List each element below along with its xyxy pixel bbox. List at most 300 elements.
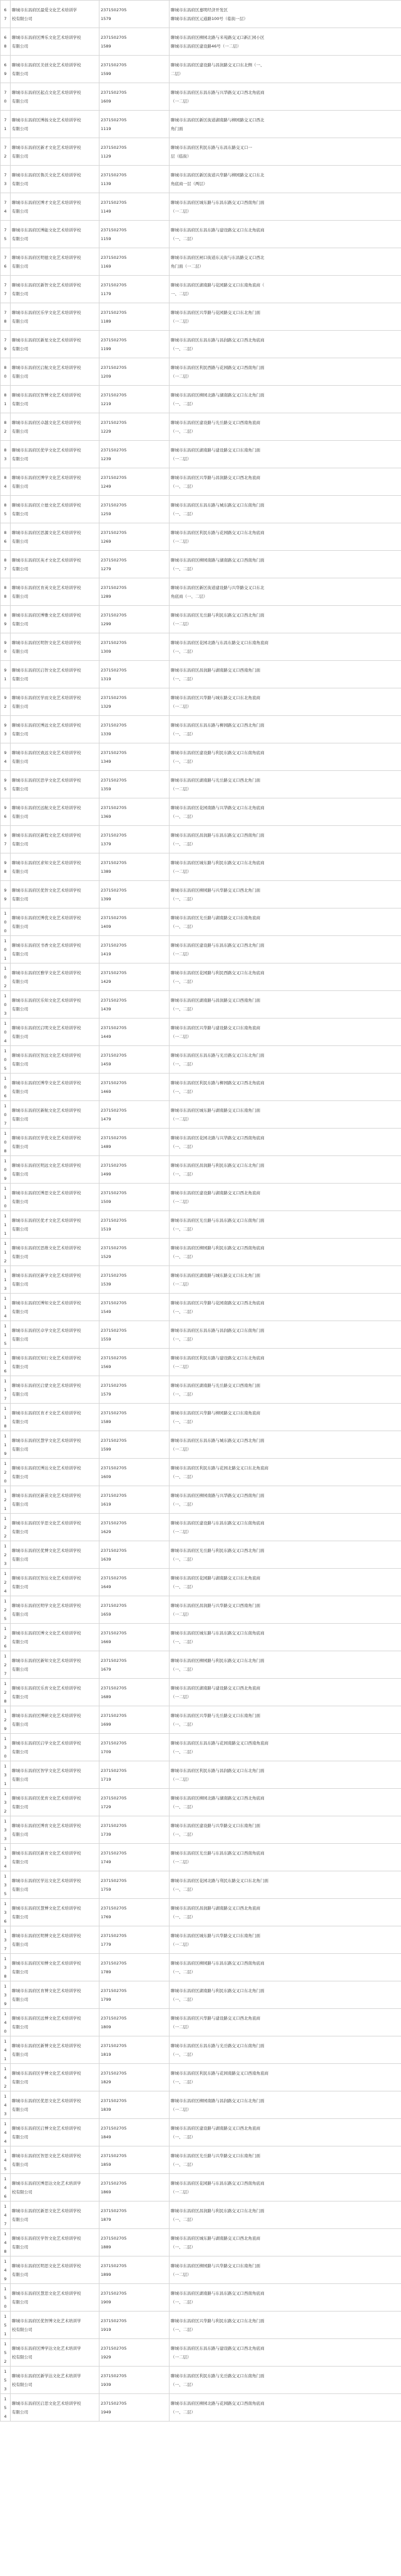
license-code: 2371502705 1499 <box>99 1156 170 1184</box>
row-number: 1 0 9 <box>1 1156 11 1184</box>
row-number: 1 3 5 <box>1 1871 11 1899</box>
row-number: 8 7 <box>1 551 11 578</box>
license-code: 2371502705 1669 <box>99 1624 170 1651</box>
license-code: 2371502705 1899 <box>99 2257 170 2284</box>
school-address: 聊城市东昌府区利民东路与建设路交叉口东北角底商 （一二层） <box>170 1349 401 1376</box>
license-code: 2371502705 1319 <box>99 661 170 688</box>
license-code: 2371502705 1539 <box>99 1266 170 1294</box>
school-address: 聊城市东昌府区东昌东路与昌润路交叉口西北角底商 （一、二层） <box>170 331 401 358</box>
school-address: 聊城市东昌府区柳园南路与昌润路交叉口东北角门面 （一二层） <box>170 2091 401 2119</box>
school-name: 聊城市东昌府区博学达文化艺术培训学 校有限公司 <box>11 2339 99 2367</box>
school-name: 聊城市东昌府区致远文化艺术培训学校 有限公司 <box>11 743 99 771</box>
school-name: 聊城市东昌府区优智博文化艺术培训学 校有限公司 <box>11 2312 99 2339</box>
license-code: 2371502705 1149 <box>99 193 170 221</box>
table-row <box>1 83 401 111</box>
row-number: 1 2 3 <box>1 1541 11 1569</box>
school-name: 聊城市东昌府区美创文化艺术培训学校 有限公司 <box>11 56 99 83</box>
row-number: 1 2 5 <box>1 1596 11 1624</box>
table-row <box>1 193 401 221</box>
school-name: 聊城市东昌府区知博文化艺术培训学校 有限公司 <box>11 1954 99 1981</box>
row-number: 7 7 <box>1 276 11 303</box>
license-code: 2371502705 1349 <box>99 743 170 771</box>
table-row <box>1 881 401 908</box>
row-number: 1 5 3 <box>1 2367 11 2394</box>
school-address: 聊城市东昌府区城东路与东昌东路交叉口西南角门面 （一二层） <box>170 193 401 221</box>
school-name: 聊城市东昌府区优育文化艺术培训学校 有限公司 <box>11 1789 99 1816</box>
row-number: 1 2 9 <box>1 1706 11 1734</box>
table-row <box>1 2146 401 2174</box>
table-row <box>1 1486 401 1514</box>
school-name: 聊城市东昌府区博知文化艺术培训学校 有限公司 <box>11 1294 99 1321</box>
school-address: 聊城市东昌府区建设路与利民东路交叉口东南角底商 （一、二层） <box>170 743 401 771</box>
table-row <box>1 1816 401 1844</box>
table-row <box>1 2394 401 2422</box>
row-number: 7 4 <box>1 193 11 221</box>
table-row <box>1 2201 401 2229</box>
table-row <box>1 441 401 468</box>
school-name: 聊城市东昌府区卓越文化艺术培训学校 有限公司 <box>11 413 99 441</box>
table-row <box>1 1679 401 1706</box>
school-address: 聊城市东昌府区柳园南路与兴华路交叉口西南角门面 （一、二层） <box>170 1486 401 1514</box>
school-name: 聊城市东昌府区优才文化艺术培训学校 有限公司 <box>11 1211 99 1239</box>
school-name: 聊城市东昌府区卓学文化艺术培训学校 有限公司 <box>11 1321 99 1349</box>
school-address: 聊城市东昌府区湖南路与光岳路交叉口西南角门面 （一、二层） <box>170 1376 401 1404</box>
table-row <box>1 1761 401 1789</box>
row-number: 9 7 <box>1 826 11 853</box>
license-code: 2371502705 1209 <box>99 358 170 386</box>
table-row <box>1 1596 401 1624</box>
school-address: 聊城市东昌府区建设路与兴华路交叉口东南角门面 （一、二层） <box>170 1816 401 1844</box>
license-code: 2371502705 1199 <box>99 331 170 358</box>
license-code: 2371502705 1889 <box>99 2229 170 2257</box>
school-address: 聊城市东昌府区利民东路与昌润路交叉口东北角门面 （一二层） <box>170 1761 401 1789</box>
row-number: 7 5 <box>1 221 11 248</box>
license-code: 2371502705 1949 <box>99 2394 170 2422</box>
school-address: 聊城市东昌府区湖南路与花园路交叉口东南角底商（ 一、二层） <box>170 276 401 303</box>
license-code: 2371502705 1459 <box>99 1046 170 1074</box>
school-name: 聊城市东昌府区新知文化艺术培训学校 有限公司 <box>11 1651 99 1679</box>
license-code: 2371502705 1409 <box>99 908 170 936</box>
school-name: 聊城市东昌府区启博文化艺术培训学校 有限公司 <box>11 2119 99 2146</box>
license-code: 2371502705 1659 <box>99 1596 170 1624</box>
school-name: 聊城市东昌府区启学文化艺术培训学校 有限公司 <box>11 1734 99 1761</box>
license-code: 2371502705 1189 <box>99 303 170 331</box>
table-row <box>1 908 401 936</box>
table-row <box>1 1376 401 1404</box>
table-row <box>1 716 401 743</box>
row-number: 1 3 3 <box>1 1816 11 1844</box>
row-number: 1 4 2 <box>1 2064 11 2091</box>
table-row <box>1 1624 401 1651</box>
license-code: 2371502705 1579 <box>99 1376 170 1404</box>
license-code: 2371502705 1529 <box>99 1239 170 1266</box>
table-row <box>1 1349 401 1376</box>
school-address: 聊城市东昌府区建设路与光岳路交叉口西南角底商 （一、二层） <box>170 413 401 441</box>
school-address: 聊城市东昌府区城东路与兴华路交叉口东南角门面 （一二层） <box>170 1926 401 1954</box>
row-number: 1 4 1 <box>1 2036 11 2064</box>
row-number: 9 4 <box>1 743 11 771</box>
school-name: 聊城市东昌府区博华文化艺术培训学校 有限公司 <box>11 1074 99 1101</box>
school-name: 聊城市东昌府区智达文化艺术培训学校 有限公司 <box>11 1569 99 1596</box>
school-name: 聊城市东昌府区智思文化艺术培训学校 有限公司 <box>11 2146 99 2174</box>
school-name: 聊城市东昌府区启明文化艺术培训学校 有限公司 <box>11 1019 99 1046</box>
table-row <box>1 606 401 633</box>
row-number: 1 2 0 <box>1 1459 11 1486</box>
school-address: 聊城市东昌府区兴华路与柳园路交叉口东南角底商 （一、二层） <box>170 1404 401 1431</box>
license-code: 2371502705 1719 <box>99 1761 170 1789</box>
row-number: 1 4 6 <box>1 2174 11 2201</box>
school-address: 聊城市东昌府区建设路与昌润路交叉口东北侧（一、 二层） <box>170 56 401 83</box>
license-code: 2371502705 1279 <box>99 551 170 578</box>
school-address: 聊城市东昌府区湖南路与利民东路交叉口东北角门面 （一、二层） <box>170 1981 401 2009</box>
table-row <box>1 2339 401 2367</box>
table-row <box>1 991 401 1019</box>
row-number: 1 1 2 <box>1 1239 11 1266</box>
school-address: 聊城市东昌府区柳园路与利民东路交叉口东北角门面 （一、二层） <box>170 1651 401 1679</box>
table-row <box>1 2284 401 2312</box>
school-address: 聊城市东昌府区湖南路与东昌东路交叉口西南角底商 （一、二层） <box>170 2284 401 2312</box>
license-code: 2371502705 1569 <box>99 1349 170 1376</box>
license-code: 2371502705 1509 <box>99 1184 170 1211</box>
license-code: 2371502705 1239 <box>99 441 170 468</box>
license-code: 2371502705 1269 <box>99 523 170 551</box>
row-number: 1 2 8 <box>1 1679 11 1706</box>
school-name: 聊城市东昌府区思维文化艺术培训学校 有限公司 <box>11 1239 99 1266</box>
table-row <box>1 743 401 771</box>
row-number: 9 8 <box>1 853 11 881</box>
license-code: 2371502705 1679 <box>99 1651 170 1679</box>
license-code: 2371502705 1249 <box>99 468 170 496</box>
school-name: 聊城市东昌府区雅学文化艺术培训学校 有限公司 <box>11 963 99 991</box>
license-code: 2371502705 1169 <box>99 248 170 276</box>
row-number: 9 2 <box>1 688 11 716</box>
school-address: 聊城市东昌府区光岳路与利民东路交叉口西北角门面 （一、二层） <box>170 1541 401 1569</box>
row-number: 9 5 <box>1 771 11 798</box>
table-row <box>1 1046 401 1074</box>
license-code: 2371502705 1489 <box>99 1129 170 1156</box>
row-number: 1 2 2 <box>1 1514 11 1541</box>
row-number: 8 9 <box>1 606 11 633</box>
license-code: 2371502705 1869 <box>99 2174 170 2201</box>
license-code: 2371502705 1359 <box>99 771 170 798</box>
school-name: 聊城市东昌府区优智文化艺术培训学校 有限公司 <box>11 881 99 908</box>
school-address: 聊城市东昌府区新区街道湖南路与柳园路交叉口西北 角门面 <box>170 111 401 138</box>
row-number: 1 2 7 <box>1 1651 11 1679</box>
row-number: 1 0 5 <box>1 1046 11 1074</box>
school-name: 聊城市东昌府区英才文化艺术培训学校 有限公司 <box>11 551 99 578</box>
row-number: 1 0 4 <box>1 1019 11 1046</box>
table-row <box>1 413 401 441</box>
school-name: 聊城市东昌府区知行文化艺术培训学校 有限公司 <box>11 1349 99 1376</box>
table-row <box>1 1899 401 1926</box>
school-name: 聊城市东昌府区新育文化艺术培训学校 有限公司 <box>11 1844 99 1871</box>
license-code: 2371502705 1369 <box>99 798 170 826</box>
school-address: 聊城市东昌府区利民东路与东昌东路交叉口一 层（临街） <box>170 138 401 166</box>
school-name: 聊城市东昌府区博才文化艺术培训学校 有限公司 <box>11 193 99 221</box>
school-address: 聊城市东昌府区东昌东路与城东路交叉口西北角门面 （一二层） <box>170 1431 401 1459</box>
license-code: 2371502705 1739 <box>99 1816 170 1844</box>
row-number: 9 0 <box>1 633 11 661</box>
row-number: 1 5 1 <box>1 2312 11 2339</box>
license-code: 2371502705 1829 <box>99 2064 170 2091</box>
school-address: 聊城市东昌府区柳园路与东昌东路交叉口西南角底商 （一、二层） <box>170 1954 401 1981</box>
row-number: 8 6 <box>1 523 11 551</box>
table-row <box>1 2367 401 2394</box>
license-code: 2371502705 1609 <box>99 83 170 111</box>
school-name: 聊城市东昌府区鲁沃文化艺术培训学校 有限公司 <box>11 166 99 193</box>
license-code: 2371502705 1399 <box>99 881 170 908</box>
school-name: 聊城市东昌府区育博文化艺术培训学校 有限公司 <box>11 1981 99 2009</box>
table-row <box>1 688 401 716</box>
license-code: 2371502705 1789 <box>99 1954 170 1981</box>
table-row <box>1 138 401 166</box>
license-code: 2371502705 1759 <box>99 1871 170 1899</box>
license-code: 2371502705 1799 <box>99 1981 170 2009</box>
school-name: 聊城市东昌府区学优文化艺术培训学校 有限公司 <box>11 1129 99 1156</box>
school-address: 聊城市东昌府区建设路与东昌东路交叉口东南角底商 （一二层） <box>170 1514 401 1541</box>
table-row <box>1 2119 401 2146</box>
license-code: 2371502705 1449 <box>99 1019 170 1046</box>
school-name: 聊城市东昌府区智博文化艺术培训学校 有限公司 <box>11 386 99 413</box>
school-name: 聊城市东昌府区新才文化艺术培训学校 有限公司 <box>11 138 99 166</box>
table-row <box>1 771 401 798</box>
school-name: 聊城市东昌府区智远文化艺术培训学校 有限公司 <box>11 1046 99 1074</box>
school-address: 聊城市东昌府区柳园南路与湖南路交叉口西南角门面 （一、二层） <box>170 551 401 578</box>
row-number: 1 0 7 <box>1 1101 11 1129</box>
license-code: 2371502705 1649 <box>99 1569 170 1596</box>
school-address: 聊城市东昌府区湖南路与城东路交叉口东北角门面 （一二层） <box>170 1266 401 1294</box>
school-address: 聊城市东昌府区花园北路与兴华路交叉口西南角底商 （一、二层） <box>170 1129 401 1156</box>
row-number: 1 4 4 <box>1 2119 11 2146</box>
school-name: 聊城市东昌府区新学达文化艺术培训学 校有限公司 <box>11 2367 99 2394</box>
license-code: 2371502705 1579 <box>99 1 170 28</box>
school-address: 聊城市东昌府区新区街道兴华路与柳园路交叉口东北 角底商一层（两层） <box>170 166 401 193</box>
table-row <box>1 1514 401 1541</box>
table-row <box>1 1459 401 1486</box>
school-address: 聊城市东昌府区昌润路与兴华路交叉口西南角门面 （一二层） <box>170 1596 401 1624</box>
school-name: 聊城市东昌府区学博文化艺术培训学校 有限公司 <box>11 2064 99 2091</box>
school-address: 聊城市东昌府区湖南路与昌润路交叉口西南角门面 （一、二层） <box>170 991 401 1019</box>
school-name: 聊城市东昌府区启智文化艺术培训学校 有限公司 <box>11 661 99 688</box>
row-number: 1 3 9 <box>1 1981 11 2009</box>
row-number: 1 1 8 <box>1 1404 11 1431</box>
license-code: 2371502705 1559 <box>99 1321 170 1349</box>
school-name: 聊城市东昌府区优学文化艺术培训学校 有限公司 <box>11 441 99 468</box>
school-name: 聊城市东昌府区立德文化艺术培训学校 有限公司 <box>11 496 99 523</box>
row-number: 1 3 2 <box>1 1789 11 1816</box>
school-name: 聊城市东昌府区乐育文化艺术培训学校 有限公司 <box>11 1679 99 1706</box>
table-row <box>1 1431 401 1459</box>
license-code: 2371502705 1299 <box>99 606 170 633</box>
license-code: 2371502705 1729 <box>99 1789 170 1816</box>
row-number: 6 9 <box>1 56 11 83</box>
row-number: 7 3 <box>1 166 11 193</box>
row-number: 1 0 3 <box>1 991 11 1019</box>
license-code: 2371502705 1929 <box>99 2339 170 2367</box>
school-address: 聊城市东昌府区柳园北路与湖南路交叉口西北角底商 （一、二层） <box>170 1789 401 1816</box>
table-row <box>1 1541 401 1569</box>
school-name: 聊城市东昌府区书香文化艺术培训学校 有限公司 <box>11 936 99 963</box>
license-code: 2371502705 1119 <box>99 111 170 138</box>
school-address: 聊城市东昌府区兴华路与昌润路交叉口西北角底商 （一、二层） <box>170 468 401 496</box>
school-name: 聊城市东昌府区学智文化艺术培训学校 有限公司 <box>11 2229 99 2257</box>
license-code: 2371502705 1699 <box>99 1706 170 1734</box>
school-address: 聊城市东昌府区昌润路与利民东路交叉口东北角门面 （一、二层） <box>170 2201 401 2229</box>
license-code: 2371502705 1159 <box>99 221 170 248</box>
table-row <box>1 1706 401 1734</box>
table-row <box>1 551 401 578</box>
table-row <box>1 1926 401 1954</box>
school-address: 聊城市东昌府区柳园路与兴华路交叉口西北角门面 （一、二层） <box>170 881 401 908</box>
license-code: 2371502705 1809 <box>99 2009 170 2036</box>
table-row <box>1 1954 401 1981</box>
license-code: 2371502705 1639 <box>99 1541 170 1569</box>
school-address: 聊城市东昌府区柳园北路与花园路交叉口西南角底商 （一、二层） <box>170 2394 401 2422</box>
table-row <box>1 1734 401 1761</box>
row-number: 1 1 6 <box>1 1349 11 1376</box>
school-address: 聊城市东昌府区花园南路与兴华路交叉口东北角底商 （一、二层） <box>170 798 401 826</box>
school-address: 聊城市东昌府区城东路与利民东路交叉口东北角底商 （一二层） <box>170 853 401 881</box>
school-address: 聊城市东昌府区新区街道建设路与兴华路交叉口东北 角底商（一、二层） <box>170 578 401 606</box>
school-name: 聊城市东昌府区博思文化艺术培训学校 有限公司 <box>11 1184 99 1211</box>
table-row <box>1 496 401 523</box>
license-code: 2371502705 1879 <box>99 2201 170 2229</box>
school-name: 聊城市东昌府区优博文化艺术培训学校 有限公司 <box>11 1541 99 1569</box>
school-address: 聊城市东昌府区兴华路与花园路交叉口东北角门面 （一二层） <box>170 303 401 331</box>
row-number: 1 5 4 <box>1 2394 11 2422</box>
school-address: 聊城市东昌府区花园路与湖南路交叉口东北角底商 （一、二层） <box>170 1569 401 1596</box>
row-number: 1 3 7 <box>1 1926 11 1954</box>
row-number: 9 3 <box>1 716 11 743</box>
license-code: 2371502705 1129 <box>99 138 170 166</box>
table-row <box>1 2257 401 2284</box>
school-name: 聊城市东昌府区博乐文化艺术培训学校 有限公司 <box>11 28 99 56</box>
table-row <box>1 578 401 606</box>
school-address: 聊城市东昌府区花园路与东昌东路交叉口西南角底商 （一二层） <box>170 2174 401 2201</box>
school-name: 聊城市东昌府区新航文化艺术培训学校 有限公司 <box>11 1101 99 1129</box>
row-number: 8 4 <box>1 468 11 496</box>
table-row <box>1 1211 401 1239</box>
row-number: 1 0 2 <box>1 963 11 991</box>
license-code: 2371502705 1709 <box>99 1734 170 1761</box>
school-name: 聊城市东昌府区新学文化艺术培训学校 有限公司 <box>11 1266 99 1294</box>
license-code: 2371502705 1289 <box>99 578 170 606</box>
license-code: 2371502705 1379 <box>99 826 170 853</box>
row-number: 1 2 4 <box>1 1569 11 1596</box>
school-name: 聊城市东昌府区新星文化艺术培训学校 有限公司 <box>11 331 99 358</box>
row-number: 8 5 <box>1 496 11 523</box>
license-code: 2371502705 1749 <box>99 1844 170 1871</box>
license-code: 2371502705 1439 <box>99 991 170 1019</box>
license-code: 2371502705 1469 <box>99 1074 170 1101</box>
school-address: 聊城市东昌府区城东路与东昌东路交叉口东南角底商 （一、二层） <box>170 1624 401 1651</box>
table-row <box>1 468 401 496</box>
school-name: 聊城市东昌府区博达文化艺术培训学校 有限公司 <box>11 1459 99 1486</box>
school-name: 聊城市东昌府区远博文化艺术培训学校 有限公司 <box>11 2009 99 2036</box>
row-number: 6 7 <box>1 1 11 28</box>
school-name: 聊城市东昌府区慧思文化艺术培训学校 有限公司 <box>11 2284 99 2312</box>
school-address: 聊城市东昌府区光岳路与利民东路交叉口西北角门面 （一二层） <box>170 606 401 633</box>
school-address: 聊城市东昌府区嘉明经济开发区 聊城市东昌府区元通路100号（临街一层） <box>170 1 401 28</box>
school-address: 聊城市东昌府区柳园北路与湖南路交叉口东北角门面 （一、二层） <box>170 386 401 413</box>
row-number: 1 0 0 <box>1 908 11 936</box>
table-row <box>1 1404 401 1431</box>
school-name: 聊城市东昌府区明智文化艺术培训学校 有限公司 <box>11 633 99 661</box>
license-code: 2371502705 1589 <box>99 28 170 56</box>
row-number: 1 1 9 <box>1 1431 11 1459</box>
row-number: 1 5 2 <box>1 2339 11 2367</box>
table-row <box>1 2036 401 2064</box>
row-number: 7 6 <box>1 248 11 276</box>
school-name: 聊城市东昌府区乐学文化艺术培训学校 有限公司 <box>11 303 99 331</box>
row-number: 7 2 <box>1 138 11 166</box>
table-row <box>1 276 401 303</box>
row-number: 8 2 <box>1 413 11 441</box>
row-number: 1 3 8 <box>1 1954 11 1981</box>
row-number: 1 3 0 <box>1 1734 11 1761</box>
row-number: 7 8 <box>1 303 11 331</box>
school-name: 聊城市东昌府区智学文化艺术培训学校 有限公司 <box>11 1761 99 1789</box>
school-name: 聊城市东昌府区新程文化艺术培训学校 有限公司 <box>11 826 99 853</box>
school-address: 聊城市东昌府区利民东路与花园北路交叉口东北角底商 （一、二层） <box>170 1459 401 1486</box>
table-row <box>1 331 401 358</box>
license-code: 2371502705 1429 <box>99 963 170 991</box>
row-number: 7 0 <box>1 83 11 111</box>
row-number: 7 9 <box>1 331 11 358</box>
license-code: 2371502705 1219 <box>99 386 170 413</box>
license-code: 2371502705 1619 <box>99 1486 170 1514</box>
table-row <box>1 936 401 963</box>
school-name: 聊城市东昌府区乐知文化艺术培训学校 有限公司 <box>11 991 99 1019</box>
school-address: 聊城市东昌府区光岳路与东昌东路交叉口东南角门面 （一、二层） <box>170 1211 401 1239</box>
license-code: 2371502705 1179 <box>99 276 170 303</box>
table-row <box>1 358 401 386</box>
school-address: 聊城市东昌府区昌润路与湖南路交叉口西北角底商 （一、二层） <box>170 1899 401 1926</box>
school-address: 聊城市东昌府区利民东路与光岳路交叉口东南角门面 （一、二层） <box>170 2367 401 2394</box>
row-number: 1 0 6 <box>1 1074 11 1101</box>
school-name: 聊城市东昌府区明远文化艺术培训学校 有限公司 <box>11 1156 99 1184</box>
table-row <box>1 1651 401 1679</box>
license-code: 2371502705 1819 <box>99 2036 170 2064</box>
license-code: 2371502705 1919 <box>99 2312 170 2339</box>
school-name: 聊城市东昌府区新博文化艺术培训学校 有限公司 <box>11 2036 99 2064</box>
school-name: 聊城市东昌府区新思文化艺术培训学校 有限公司 <box>11 2201 99 2229</box>
school-name: 聊城市东昌府区明学文化艺术培训学校 有限公司 <box>11 1596 99 1624</box>
table-row <box>1 661 401 688</box>
school-name: 聊城市东昌府区博学文化艺术培训学校 有限公司 <box>11 468 99 496</box>
row-number: 1 0 1 <box>1 936 11 963</box>
license-code: 2371502705 1589 <box>99 1404 170 1431</box>
table-row <box>1 2009 401 2036</box>
license-code: 2371502705 1839 <box>99 2091 170 2119</box>
table-row <box>1 1844 401 1871</box>
school-name: 聊城市东昌府区学思文化艺术培训学校 有限公司 <box>11 1514 99 1541</box>
school-address: 聊城市东昌府区东昌东路与建设路交叉口东北角底商 （一、二层） <box>170 221 401 248</box>
table-row <box>1 386 401 413</box>
school-address: 聊城市东昌府区东昌东路与光岳路交叉口东北角门面 （一、二层） <box>170 1046 401 1074</box>
school-address: 聊城市东昌府区光岳路与东昌东路交叉口西南角底商 （一二层） <box>170 1844 401 1871</box>
school-address: 聊城市东昌府区湖南路与建设路交叉口西北角底商 （一二层） <box>170 1679 401 1706</box>
school-name: 聊城市东昌府区最爱文化艺术培训学 校有限公司 <box>11 1 99 28</box>
school-name: 聊城市东昌府区明德文化艺术培训学校 有限公司 <box>11 248 99 276</box>
school-name: 聊城市东昌府区博优文化艺术培训学校 有限公司 <box>11 908 99 936</box>
table-row <box>1 221 401 248</box>
row-number: 8 1 <box>1 386 11 413</box>
license-code: 2371502705 1849 <box>99 2119 170 2146</box>
table-row <box>1 1184 401 1211</box>
row-number: 1 0 8 <box>1 1129 11 1156</box>
table-row <box>1 56 401 83</box>
